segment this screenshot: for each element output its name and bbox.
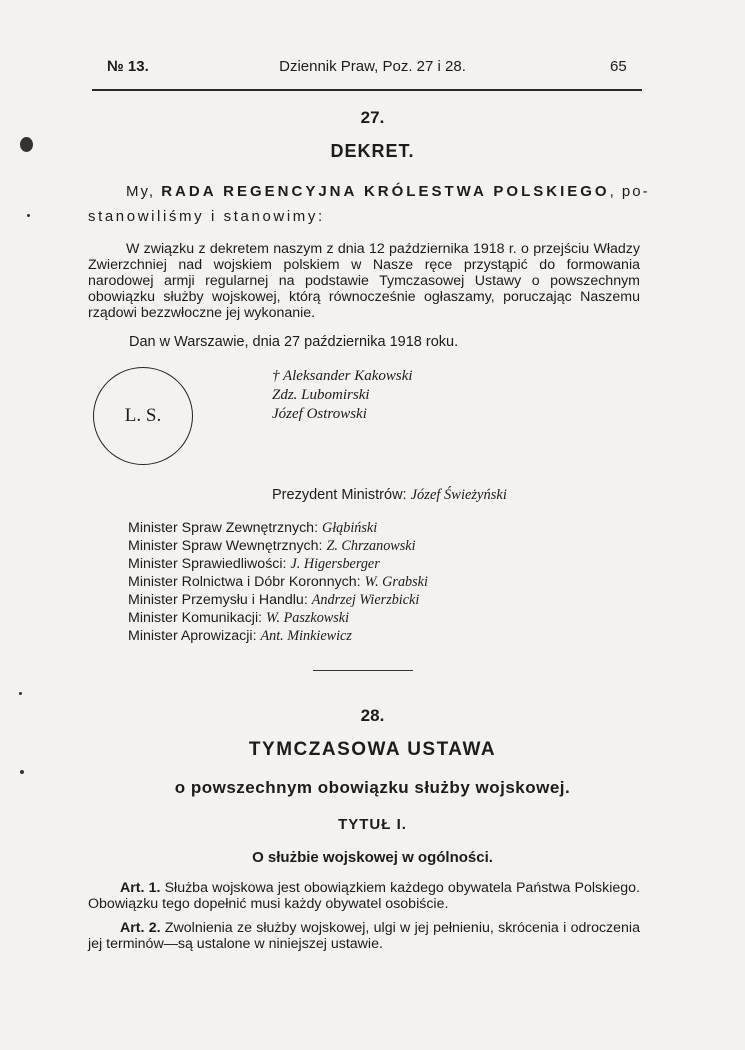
article-label: Art. 2. — [120, 920, 161, 936]
scan-dot — [27, 214, 30, 217]
issue-number: № 13. — [107, 58, 149, 75]
article-text: Zwolnienia ze służby wojskowej, ulgi w jej pełnieniu, skrócenia i odroczenia jej terminów—są ustalone w niniejszej ustawie. — [88, 920, 640, 952]
journal-title: Dziennik Praw, Poz. 27 i 28. — [279, 58, 466, 75]
minister-office: Minister Rolnictwa i Dóbr Koronnych: — [128, 574, 361, 590]
decree-number: 27. — [360, 108, 385, 127]
minister-name: W. Grabski — [364, 574, 428, 590]
signature-kakowski: † Aleksander Kakowski — [272, 368, 413, 384]
section-heading: O służbie wojskowej w ogólności. — [252, 849, 493, 866]
prime-minister-label: Prezydent Ministrów: — [272, 487, 407, 503]
decree-paragraph-text: W związku z dekretem naszym z dnia 12 października 1918 r. o przejściu Władzy Zwierzchniej nad wojskiem polskiem w Nasze ręce przystąpić do formowania narodowej armji regularnej na podstawie Tymczasowej Ustawy o powszechnym obowiązku służby wojskowej, którą równocześnie ogłaszamy, poruczając Naszemu rządowi bezzwłoczne jej wykonanie. — [88, 241, 640, 321]
article-2 — [88, 920, 640, 952]
decree-intro-line-2: stanowiliśmy i stanowimy: — [88, 208, 325, 225]
minister-name: J. Higersberger — [290, 556, 380, 572]
scan-dot — [19, 692, 22, 695]
minister-office: Minister Przemysłu i Handlu: — [128, 592, 308, 608]
minister-line — [128, 537, 428, 555]
minister-line — [128, 627, 428, 645]
minister-line — [128, 519, 428, 537]
scan-dot — [20, 770, 24, 774]
minister-name: Ant. Minkiewicz — [260, 628, 352, 644]
minister-office: Minister Spraw Wewnętrznych: — [128, 538, 323, 554]
prime-minister-name: Józef Świeżyński — [410, 487, 507, 503]
minister-office: Minister Spraw Zewnętrznych: — [128, 520, 319, 536]
article-text: Służba wojskowa jest obowiązkiem każdego obywatela Państwa Polskiego. Obowiązku tego dopełnić musi każdy obywatel osobiście. — [88, 880, 640, 912]
statute-title: TYMCZASOWA USTAWA — [248, 739, 497, 760]
article-1 — [88, 880, 640, 912]
minister-name: Z. Chrzanowski — [326, 538, 416, 554]
signature-lubomirski: Zdz. Lubomirski — [272, 387, 370, 403]
minister-line — [128, 591, 428, 609]
minister-name: W. Paszkowski — [266, 610, 350, 626]
minister-line — [128, 609, 428, 627]
intro-suffix: , po- — [609, 183, 650, 200]
intro-prefix: My, — [126, 183, 162, 200]
minister-office: Minister Komunikacji: — [128, 610, 263, 626]
minister-line — [128, 555, 428, 573]
seal-text: L. S. — [124, 405, 162, 426]
title-heading: TYTUŁ I. — [338, 816, 407, 833]
decree-title: DEKRET. — [330, 141, 415, 161]
minister-office: Minister Aprowizacji: — [128, 628, 257, 644]
signature-ostrowski: Józef Ostrowski — [272, 406, 367, 422]
issuing-authority: RADA REGENCYJNA KRÓLESTWA POLSKIEGO — [161, 183, 610, 200]
prime-minister-line — [272, 487, 507, 504]
minister-line — [128, 573, 428, 591]
statute-number: 28. — [360, 706, 385, 725]
decree-date: Dan w Warszawie, dnia 27 października 1918 roku. — [129, 334, 459, 350]
decree-paragraph — [88, 241, 640, 321]
ministers-list — [128, 519, 428, 645]
seal-circle — [93, 367, 193, 465]
minister-office: Minister Sprawiedliwości: — [128, 556, 287, 572]
article-label: Art. 1. — [120, 880, 161, 896]
minister-name: Andrzej Wierzbicki — [311, 592, 420, 608]
decree-intro-line-1 — [126, 183, 650, 200]
section-divider — [313, 670, 413, 671]
header-rule — [92, 89, 642, 91]
page-number: 65 — [610, 58, 627, 75]
minister-name: Głąbiński — [321, 520, 378, 536]
statute-subtitle: o powszechnym obowiązku służby wojskowej. — [174, 778, 571, 797]
